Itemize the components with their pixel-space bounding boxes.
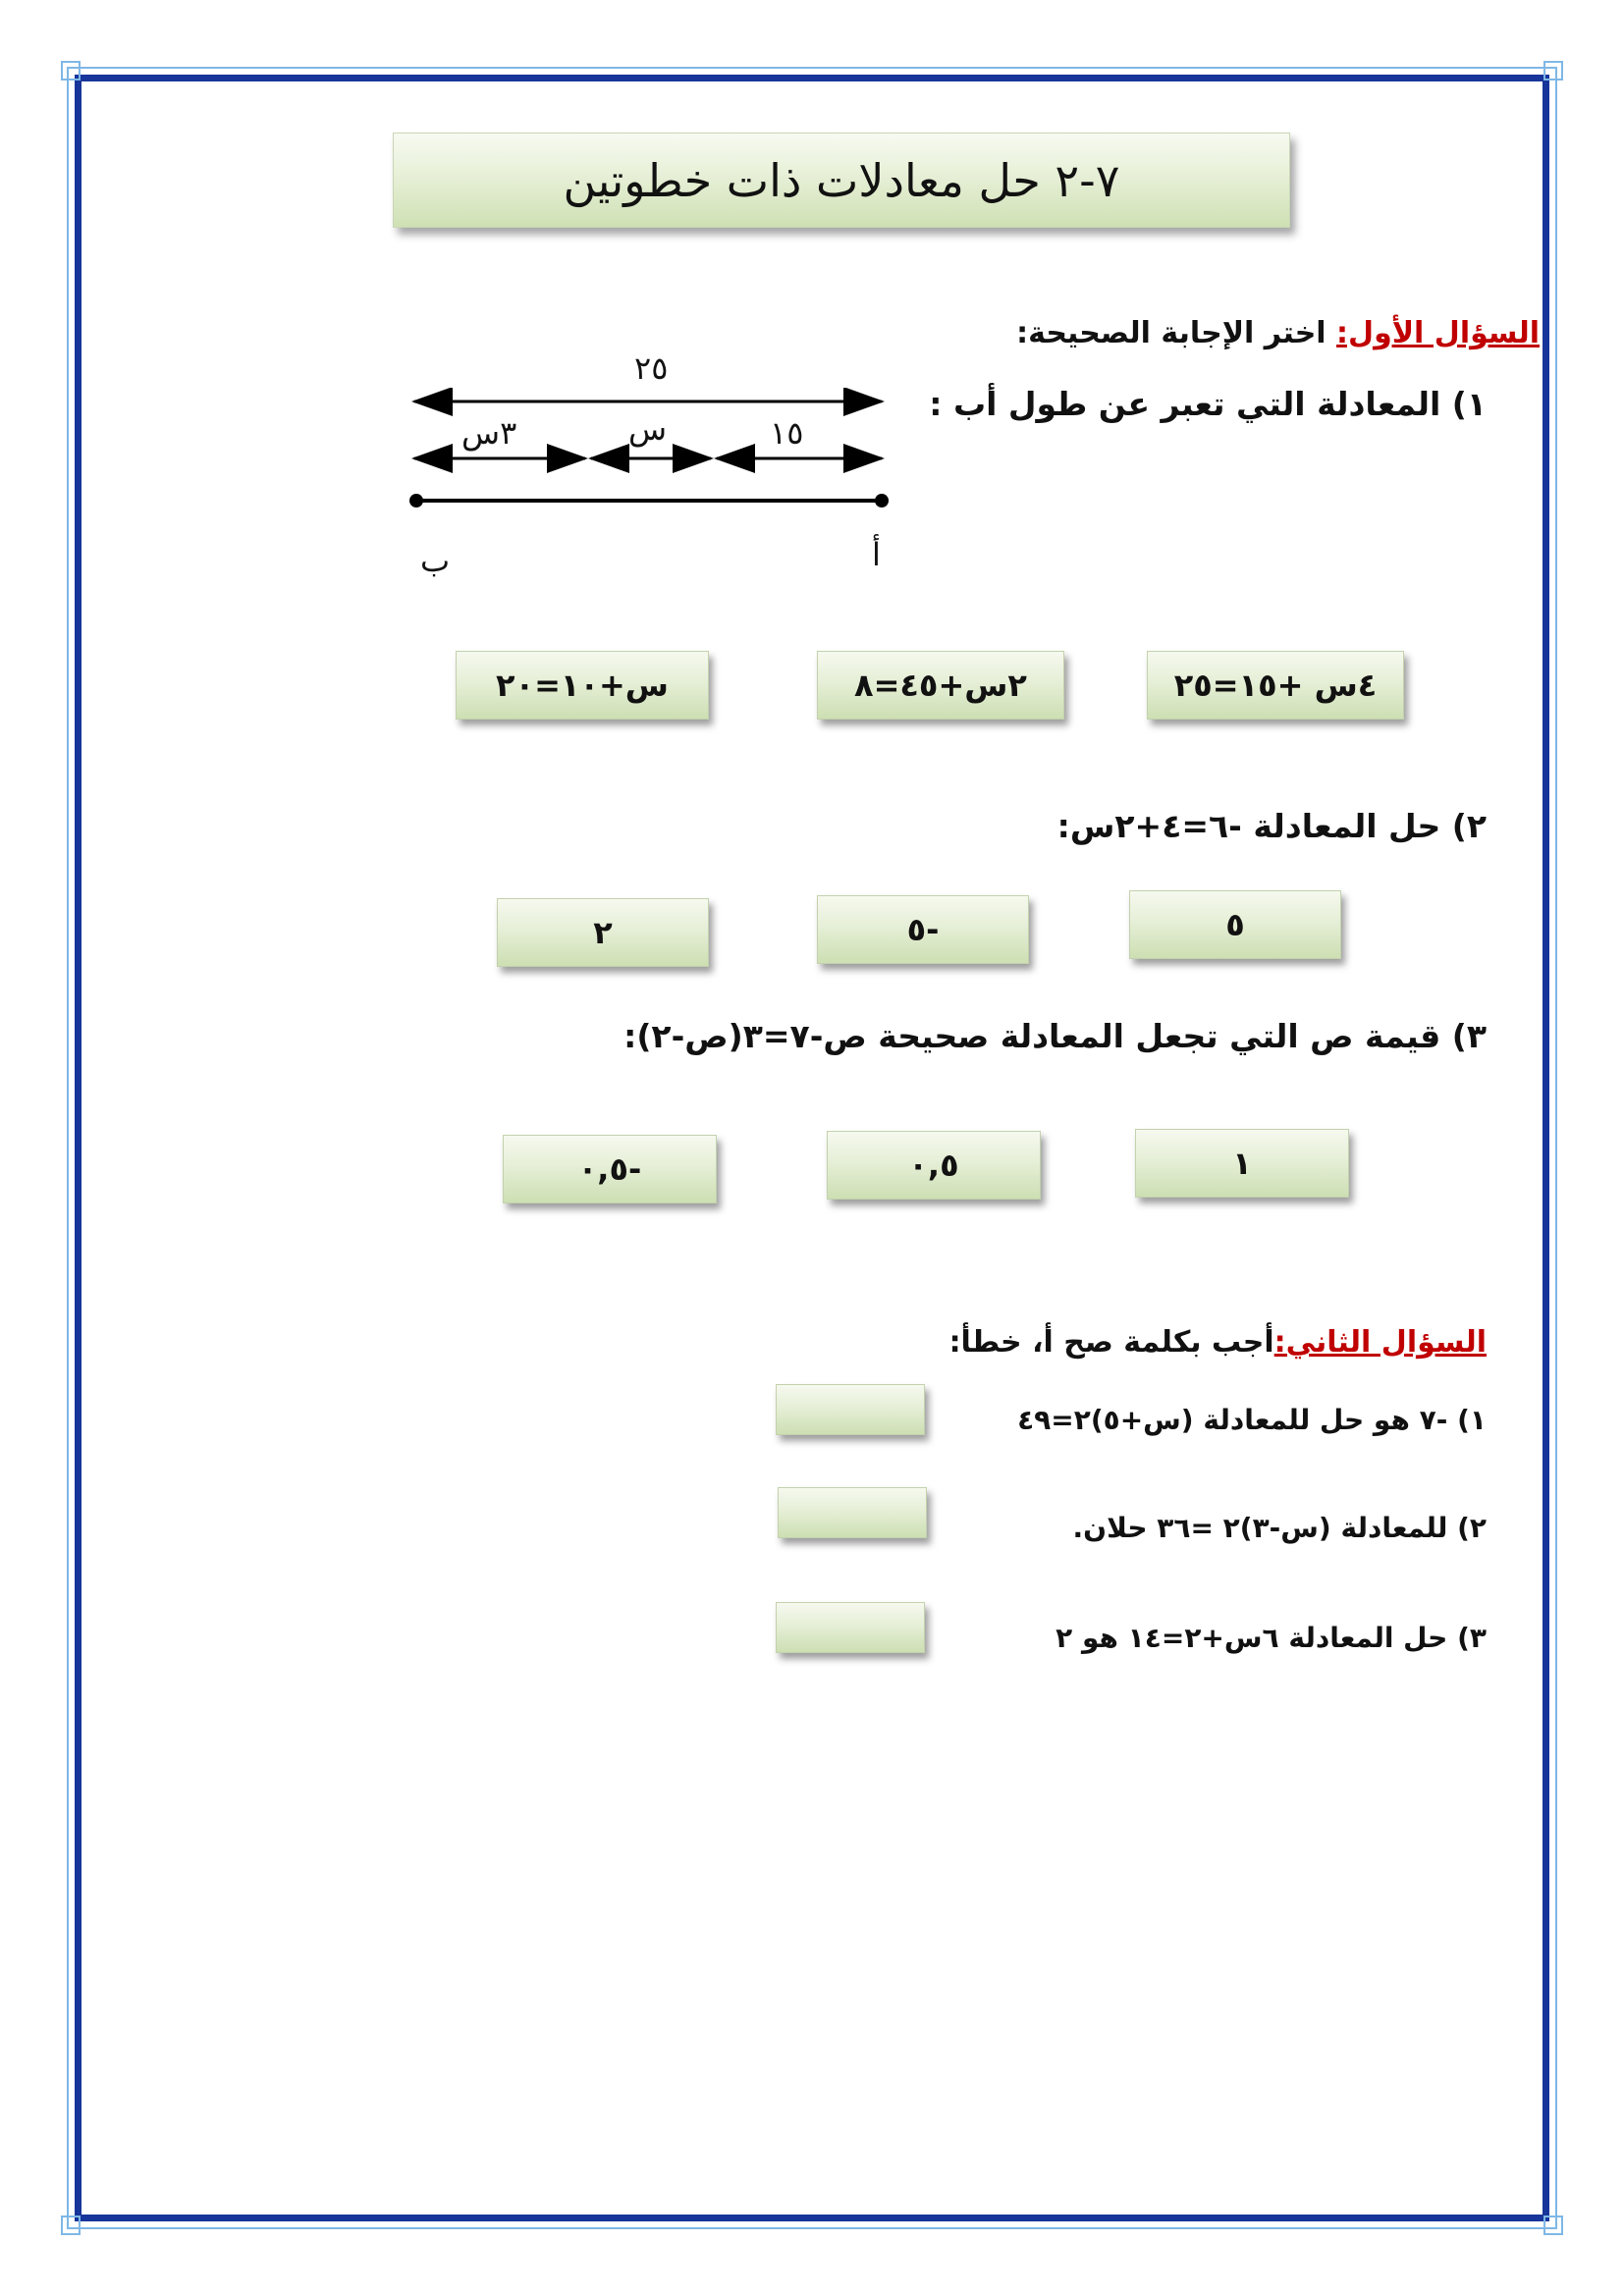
segment-3x-label: ٣س	[461, 414, 517, 452]
total-length-label: ٢٥	[634, 349, 669, 387]
q1-instruction: اختر الإجابة الصحيحة:	[1016, 316, 1337, 350]
q2-heading	[949, 1325, 1487, 1360]
q1-item-1: ١) المعادلة التي تعبر عن طول أب :	[929, 385, 1487, 423]
q1-item3-option-2[interactable]: ٠,٥	[827, 1131, 1041, 1200]
q1-item3-option-3[interactable]: -٠,٥	[503, 1135, 717, 1203]
q1-item2-option-1[interactable]: ٥	[1129, 890, 1341, 959]
q2-item-2: ٢) للمعادلة (س-٣)٢ =٣٦ حلان.	[1072, 1512, 1487, 1544]
q1-item1-option-2[interactable]: ٢س+٤٥=٨	[817, 651, 1064, 720]
q1-item2-option-2[interactable]: -٥	[817, 895, 1029, 964]
q1-item-2: ٢) حل المعادلة -٦=٤+٢س:	[1056, 807, 1487, 845]
q1-label: السؤال الأول:	[1336, 316, 1540, 350]
q1-item1-option-3[interactable]: س+١٠=٢٠	[456, 651, 709, 720]
q1-item1-option-1[interactable]: ٤س +١٥=٢٥	[1147, 651, 1404, 720]
q1-item3-option-1[interactable]: ١	[1135, 1129, 1349, 1198]
q1-item2-option-3[interactable]: ٢	[497, 898, 709, 967]
lesson-title-box	[393, 133, 1290, 228]
segment-x-label: س	[628, 410, 668, 448]
segment-diagram	[403, 388, 893, 525]
q2-item-1: ١) -٧ هو حل للمعادلة (س+٥)٢=٤٩	[1017, 1404, 1487, 1436]
q2-instruction: أجب بكلمة صح أ، خطأ:	[948, 1325, 1274, 1360]
q1-heading	[1016, 316, 1540, 350]
segment-15-label: ١٥	[770, 414, 804, 452]
point-b-label: ب	[420, 542, 451, 579]
point-a-label: أ	[872, 536, 881, 573]
q2-label: السؤال الثاني:	[1273, 1325, 1487, 1360]
corner-ornament	[61, 2216, 81, 2235]
q1-item-3: ٣) قيمة ص التي تجعل المعادلة صحيحة ص-٧=٣(ص-٢):	[623, 1017, 1487, 1055]
corner-ornament	[1543, 2216, 1563, 2235]
point-b-dot	[409, 494, 423, 507]
point-a-dot	[875, 494, 889, 507]
q2-item-3: ٣) حل المعادلة ٦س+٢=١٤ هو ٢	[1056, 1622, 1487, 1654]
corner-ornament	[1543, 61, 1563, 80]
lesson-title: ٧-٢ حل معادلات ذات خطوتين	[563, 153, 1120, 207]
q2-item1-answer-box[interactable]	[776, 1384, 925, 1435]
q2-item3-answer-box[interactable]	[776, 1602, 925, 1653]
q2-item2-answer-box[interactable]	[778, 1487, 927, 1538]
corner-ornament	[61, 61, 81, 80]
